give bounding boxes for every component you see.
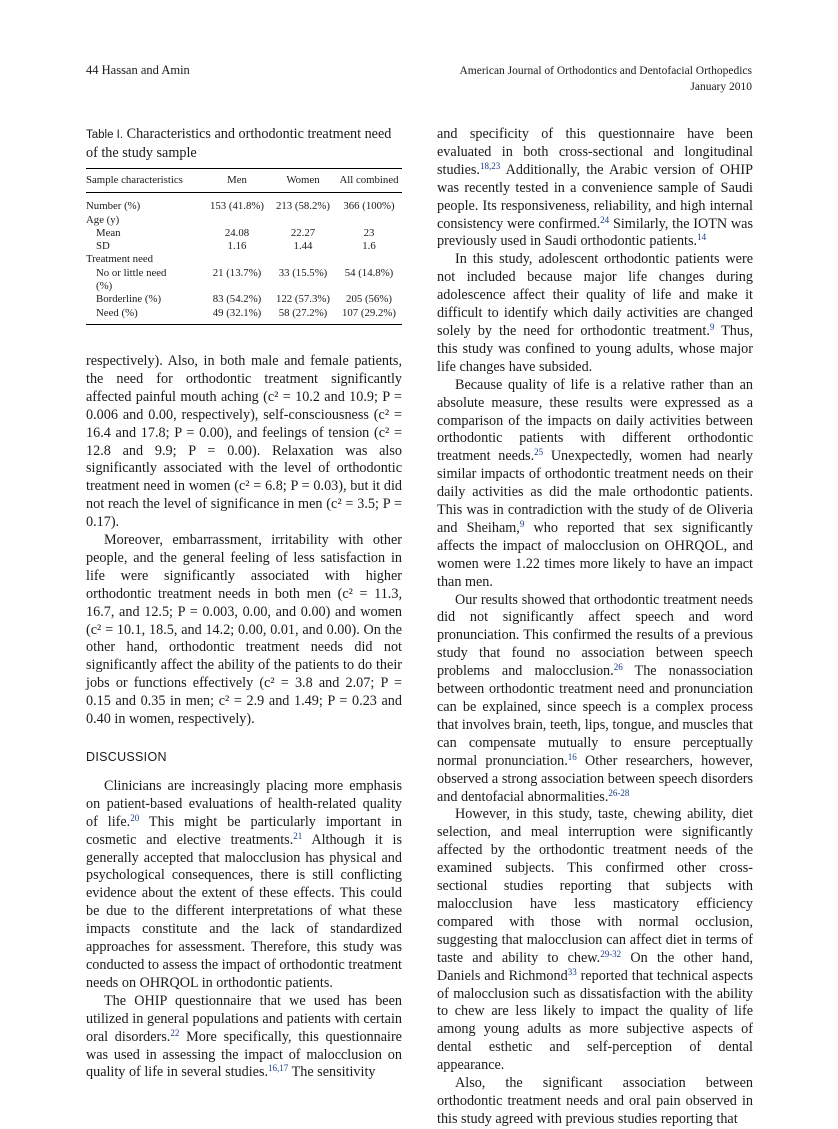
right-column [437, 126, 753, 1129]
row-label: Age (y) [86, 213, 120, 226]
cell-women: 58 (27.2%) [270, 307, 336, 325]
row-label: Mean [96, 226, 121, 239]
cell-men: 83 (54.2%) [212, 293, 262, 306]
table-label: Table I. [86, 129, 124, 141]
citation: 18,23 [479, 160, 501, 171]
cell-all: 366 (100%) [343, 200, 395, 213]
cell-all: 107 (29.2%) [336, 307, 402, 325]
cell-women: 122 (57.3%) [276, 293, 330, 306]
discussion-paragraph: Because quality of life is a relative rather than an absolute measure, these results were expressed as a comparison of the impacts on daily activities between orthodontic patients with different orthodontic treatment needs.$^{25}$ Unexpectedly, women had nearly similar impacts of orthodontic treatment needs on their daily activities as did the male orthodontic patients. This was in contradiction with the study of de Oliveria and Sheiham,$^9$ who reported that sex significantly affects the impact of malocclusion on OHRQOL, and women were 1.22 times more likely to have an impact than men. [437, 376, 754, 590]
discussion-paragraph: However, in this study, taste, chewing ability, diet selection, and meal interruption were significantly affected by the orthodontic treatment needs of the examined subjects. This confirmed other cross-sectional studies reporting that subjects with malocclusion have less masticatory efficiency compared with those with normal occlusion, suggesting that malocclusion can affect diet in terms of taste and ability to chew.$^{29-32}$ On the other hand, Daniels and Richmond$^{33}$ reported that technical aspects of malocclusion such as dissatisfaction with the ability to chew are less likely to impact the quality of life among young adults as more subjective aspects of dental esthetic and self-perception of dental appearance. [437, 806, 753, 1074]
citation: 25 [534, 447, 544, 458]
running-header-left: 44 Hassan and Amin [86, 63, 190, 77]
citation: 14 [697, 232, 707, 243]
column-header: Sample characteristics [86, 169, 204, 193]
discussion-paragraph: and specificity of this questionnaire have been evaluated in both cross-sectional and longitudinal studies.$^{18,23}$ Additionally, the Arabic version of OHIP was recently tested in a convenience sample of Saudi people. Its responsiveness, reliability, and high internal consistency were confirmed.$^{24}$ Similarly, the IOTN was previously used in Saudi orthodontic patients.$^{14}$ [437, 126, 753, 250]
citation: 16 [567, 751, 577, 762]
cell-men: 24.08 [224, 226, 250, 239]
table-row [86, 267, 402, 294]
citation: 24 [600, 214, 610, 225]
issue-date: January 2010 [690, 81, 752, 93]
column-header: All combined [336, 169, 402, 193]
citation: 33 [567, 966, 577, 977]
results-paragraph: Moreover, embarrassment, irritability with other people, and the general feeling of less satisfaction in life were significantly associated with higher orthodontic treatment needs in both men (c² = 11.3, 16.7, and 12.5; P = 0.003, 0.00, and 0.00) and women (c² = 10.1, 18.5, and 14.2; 0.00, 0.01, and 0.00). On the other hand, orthodontic treatment needs did not significantly affect the ability of the patients to do their jobs or functions effectively (c² = 3.8 and 2.07; P = 0.15 and 0.35 in men; c² = 2.9 and 1.49; P = 0.23 and 0.40 in women, respectively). [86, 532, 402, 728]
column-header: Women [270, 169, 336, 193]
cell-women: 1.44 [293, 240, 313, 253]
cell-men: 1.16 [227, 240, 247, 253]
citation: 26 [613, 662, 623, 673]
discussion-paragraph: Also, the significant association between orthodontic treatment needs and oral pain observed in this study agreed with previous studies reporting that [437, 1075, 753, 1127]
cell-women: 22.27 [290, 226, 316, 239]
cell-all: 1.6 [362, 240, 376, 253]
citation: 9 [709, 321, 715, 332]
cell-all [336, 253, 402, 266]
cell-women: 213 (58.2%) [276, 200, 330, 213]
table-row [86, 214, 402, 227]
table-row [86, 253, 402, 266]
citation: 22 [170, 1027, 180, 1038]
row-label: Borderline (%) [96, 293, 162, 306]
citation: 21 [293, 830, 303, 841]
cell-all: 23 [363, 226, 375, 239]
cell-men: 49 (32.1%) [204, 307, 270, 325]
section-heading-discussion: DISCUSSION [86, 750, 167, 764]
citation: 16,17 [268, 1063, 289, 1074]
table-row [86, 293, 402, 306]
discussion-paragraph: Our results showed that orthodontic treatment needs did not significantly affect speech and word pronunciation. This confirmed the results of a previous study that found no association between speech problems and malocclusion.$^{26}$ The nonassociation between orthodontic treatment need and pronunciation can be explained, since speech is a complex process that involves brain, teeth, lips, tongue, and muscles that can compensate mutually to ensure perceptually normal pronunciation.$^{16}$ Other researchers, however, observed a strong association between speech disorders and dentofacial abnormalities.$^{26-28}$ [437, 591, 754, 805]
table-row [86, 240, 402, 253]
table-title: Characteristics and orthodontic treatment need of the study sample [86, 126, 392, 161]
cell-women [270, 253, 336, 266]
cell-all: 205 (56%) [346, 293, 392, 306]
cell-men: 21 (13.7%) [212, 266, 262, 279]
table-caption [86, 126, 402, 162]
cell-women: 33 (15.5%) [278, 266, 328, 279]
discussion-paragraph: The OHIP questionnaire that we used has been utilized in general populations and patients with certain oral disorders.$^{22}$ More specifically, this questionnaire was used in assessing the impact of malocclusion on quality of life in several studies.$^{16,17}$ The sensitivity [86, 992, 402, 1081]
citation: 26-28 [608, 787, 630, 798]
citation: 20 [130, 812, 140, 823]
cell-all: 54 (14.8%) [344, 266, 394, 279]
row-label: Need (%) [86, 307, 204, 325]
row-label: No or little need (%) [96, 266, 167, 293]
discussion-paragraph: Clinicians are increasingly placing more emphasis on patient-based evaluations of health-related quality of life.$^{20}$ This might be particularly important in cosmetic and elective treatments.$^{21}$ Although it is generally accepted that malocclusion has physical and psychological consequences, there is still conflicting evidence about the extent of these effects. This could be due to the different interpretations of what these impacts constitute and the lack of standardized approaches for assessment. Therefore, this study was conducted to assess the impact of orthodontic treatment needs on OHRQOL in orthodontic patients. [86, 777, 402, 991]
citation: 29-32 [600, 948, 622, 959]
column-header: Men [204, 169, 270, 193]
row-label: Number (%) [86, 200, 141, 213]
table-row [86, 227, 402, 240]
row-label: Treatment need [86, 253, 154, 266]
table-row [86, 193, 402, 214]
characteristics-table [86, 168, 402, 325]
citation: 9 [519, 518, 525, 529]
table-row [86, 307, 402, 325]
cell-all [336, 214, 402, 227]
running-header-right [372, 63, 752, 95]
cell-men: 153 (41.8%) [210, 200, 264, 213]
journal-name: American Journal of Orthodontics and Dentofacial Orthopedics [459, 65, 752, 77]
left-column [86, 126, 402, 1082]
cell-women [270, 214, 336, 227]
results-paragraph: respectively). Also, in both male and female patients, the need for orthodontic treatment significantly affected painful mouth aching (c² = 10.2 and 10.9; P = 0.006 and 0.00, respectively), self-consciousness (c² = 16.4 and 17.8; P = 0.00), and feelings of tension (c² = 12.8 and 9.9; P = 0.00). Relaxation was also significantly associated with the level of orthodontic treatment need in women (c² = 6.8; P = 0.03), but it did not reach the level of significance in men (c² = 3.5; P = 0.17). [86, 352, 402, 531]
discussion-paragraph: In this study, adolescent orthodontic patients were not included because major life changes during adolescence affect their quality of life and make it difficult to identify which daily activities are changed solely by the need for orthodontic treatment.$^9$ Thus, this study was confined to young adults, whose major life changes have subsided. [437, 251, 753, 375]
table-header-row [86, 169, 402, 193]
row-label: SD [96, 240, 110, 253]
cell-men [204, 214, 270, 227]
cell-men [204, 253, 270, 266]
